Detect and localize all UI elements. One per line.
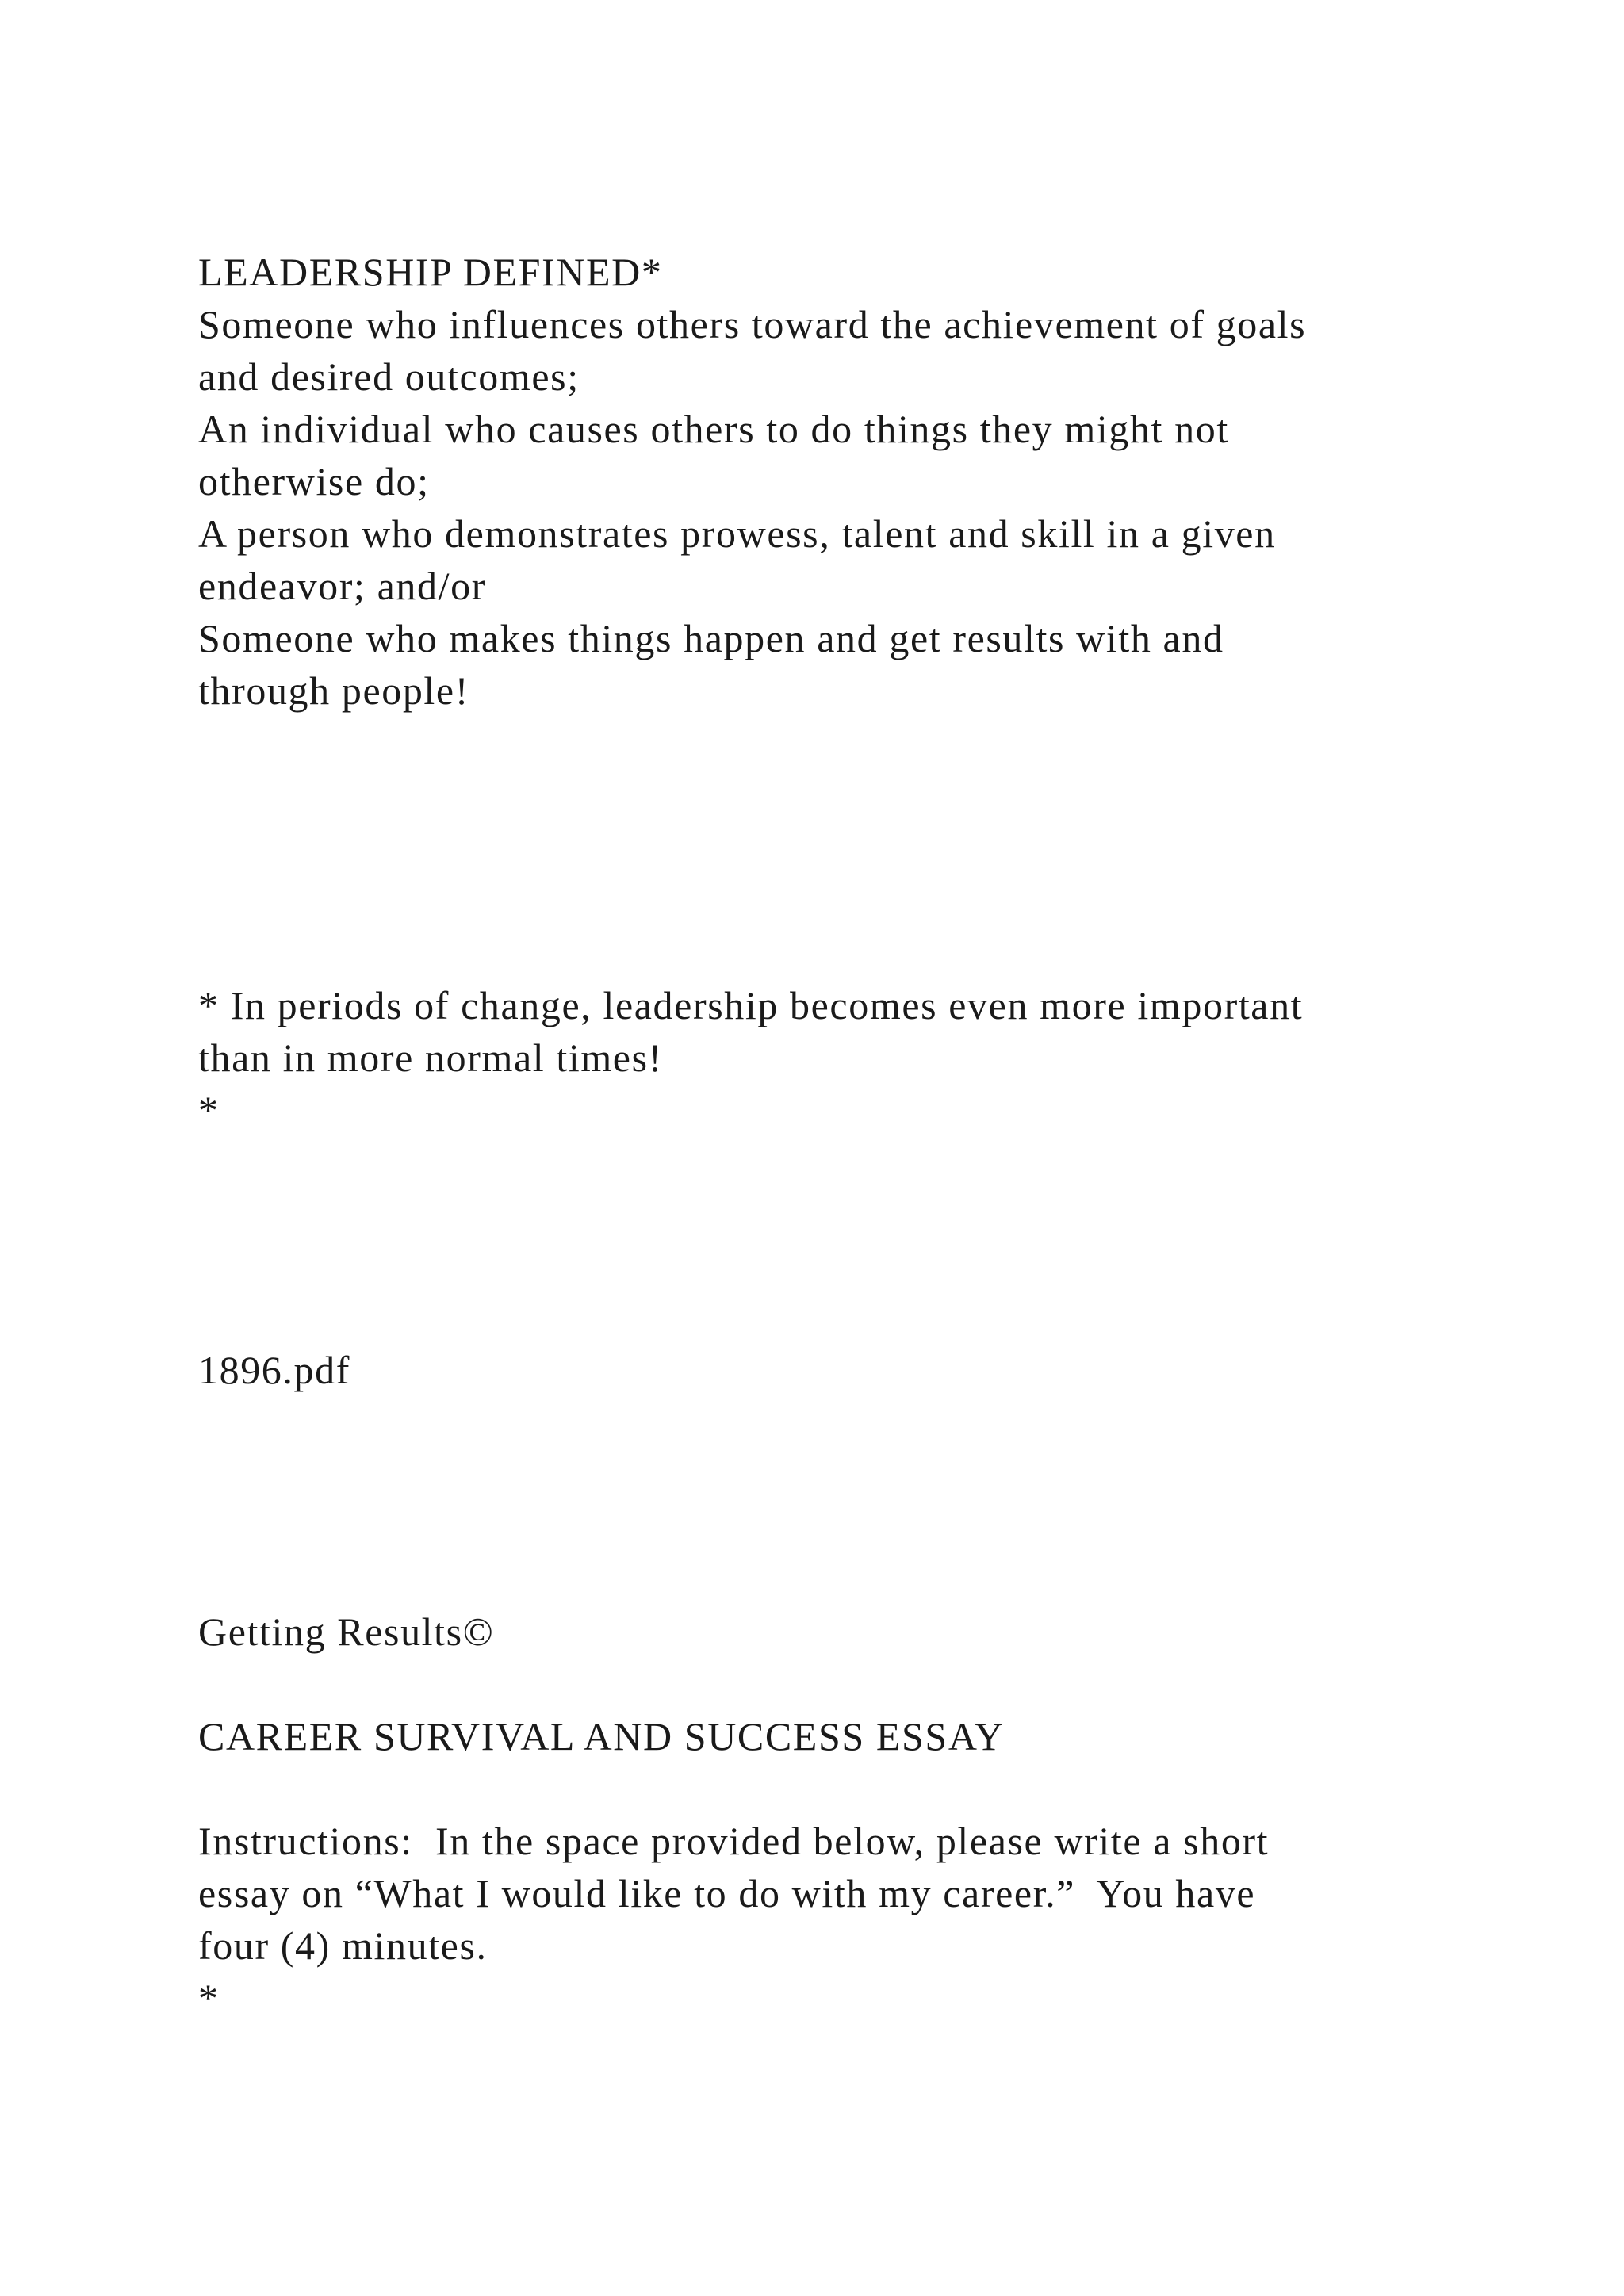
definition-line: An individual who causes others to do things they might not [198,407,1229,451]
footnote-line: * In periods of change, leadership becomes even more important [198,983,1304,1027]
instructions-line: Instructions: In the space provided below, please write a short [198,1819,1270,1863]
definition-line: through people! [198,668,469,713]
trailing-mark: * [198,1976,220,2020]
definition-line: Someone who makes things happen and get results with and [198,616,1224,660]
instructions-line: essay on “What I would like to do with my career.” You have [198,1871,1256,1915]
copyright-header: Getting Results© [198,1609,495,1654]
definition-line: Someone who influences others toward the achievement of goals [198,302,1307,346]
footnote-line: than in more normal times! [198,1035,663,1080]
footnote-mark: * [198,1088,220,1132]
essay-title: CAREER SURVIVAL AND SUCCESS ESSAY [198,1714,1005,1758]
definition-line: endeavor; and/or [198,564,486,608]
definition-line: A person who demonstrates prowess, talent and skill in a given [198,511,1276,556]
definition-line: otherwise do; [198,459,430,503]
instructions-line: four (4) minutes. [198,1923,488,1968]
definition-line: and desired outcomes; [198,354,580,399]
file-name: 1896.pdf [198,1348,350,1392]
section-heading: LEADERSHIP DEFINED* [198,250,663,294]
